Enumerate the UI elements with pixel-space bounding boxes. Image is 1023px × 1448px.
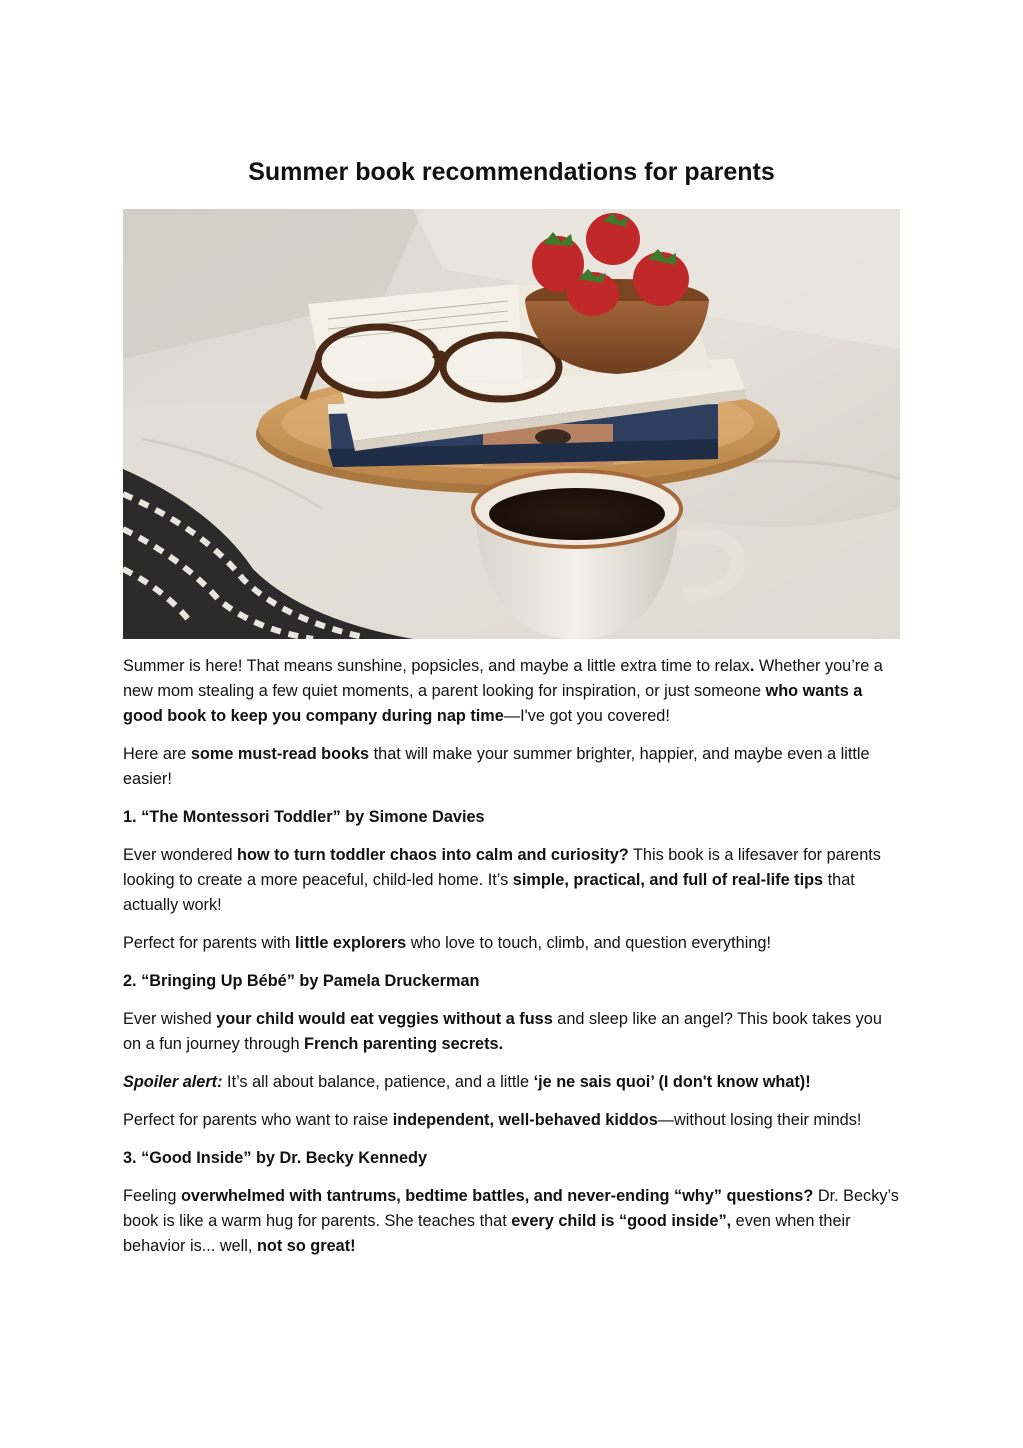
book-1-perfect-for: Perfect for parents with little explorers who love to touch, climb, and question everything! <box>123 934 771 952</box>
page-title: Summer book recommendations for parents <box>248 158 775 186</box>
intro-paragraph: Summer is here! That means sunshine, popsicles, and maybe a little extra time to relax. Whether you’re a new mom stealing a few quiet moments, a parent looking for inspiration, or just someone who wants a good book to keep you company during nap time—I've got you covered! <box>123 657 883 725</box>
book-heading-3: 3. “Good Inside” by Dr. Becky Kennedy <box>123 1149 428 1167</box>
hero-photo <box>123 209 900 639</box>
book-heading-2: 2. “Bringing Up Bébé” by Pamela Druckerman <box>123 972 480 990</box>
book-3-description: Feeling overwhelmed with tantrums, bedtime battles, and never-ending “why” questions? Dr. Becky’s book is like a warm hug for parents. She teaches that every child is “good inside”, even when their behavior is... well, not so great! <box>123 1187 899 1255</box>
book-1-description: Ever wondered how to turn toddler chaos into calm and curiosity? This book is a lifesaver for parents looking to create a more peaceful, child-led home. It’s simple, practical, and full of real-life tips that actually work! <box>123 846 881 914</box>
book-heading-1: 1. “The Montessori Toddler” by Simone Davies <box>123 808 485 826</box>
book-2-perfect-for: Perfect for parents who want to raise independent, well-behaved kiddos—without losing their minds! <box>123 1111 862 1129</box>
intro-paragraph-2: Here are some must-read books that will make your summer brighter, happier, and maybe even a little easier! <box>123 745 870 788</box>
book-2-description: Ever wished your child would eat veggies without a fuss and sleep like an angel? This book takes you on a fun journey through French parenting secrets. <box>123 1010 882 1053</box>
book-2-spoiler: Spoiler alert: It’s all about balance, patience, and a little ‘je ne sais quoi’ (I don't know what)! <box>123 1073 811 1091</box>
article-body <box>123 654 903 1272</box>
